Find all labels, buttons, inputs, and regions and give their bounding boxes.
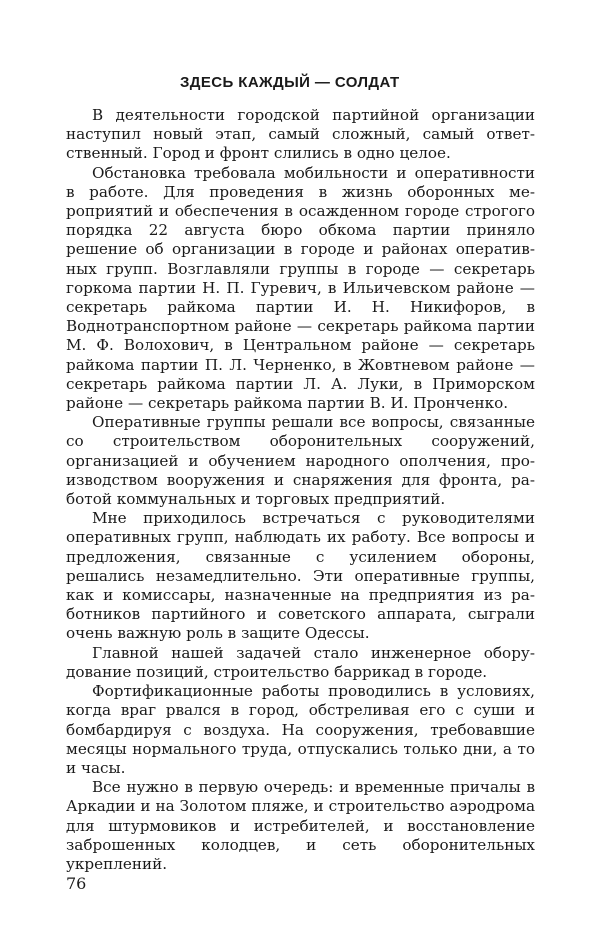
chapter-heading: ЗДЕСЬ КАЖДЫЙ — СОЛДАТ xyxy=(180,74,400,91)
paragraph-3: Оперативные группы решали все вопросы, связанные со строительством оборонительных сооружений, организацией и обучением народного ополчения, производством вооружения и снаряжения для фронта, работой коммунальных и торговых предприятий. xyxy=(66,413,535,509)
paragraph-6: Фортификационные работы проводились в условиях, когда враг рвался в город, обстреливая его с суши и бомбардируя с воздуха. На сооружения, требовавшие месяцы нормального труда, отпускались только дни, а то и часы. xyxy=(66,682,535,777)
paragraph-4: Мне приходилось встречаться с руководителями оперативных групп, наблюдать их работу. Все вопросы и предложения, связанные с усилением обороны, решались незамедлительно. Эти оперативные группы, как и комиссары, назначенные на предприятия из работников партийного и советского аппарата, сыграли очень важную роль в защите Одессы. xyxy=(66,509,535,643)
paragraph-2: Обстановка требовала мобильности и оперативности в работе. Для проведения в жизнь оборонных мероприятий и обеспечения в осажденном городе строгого порядка 22 августа бюро обкома партии приняло решение об организации в городе и районах оперативных групп. Возглавляли группы в городе — секретарь горкома партии Н. П. Гуревич, в Ильичевском районе — секретарь райкома партии И. Н. Никифоров, в Воднотранспортном районе — секретарь райкома партии М. Ф. Волохович, в Центральном районе — секретарь райкома партии П. Л. Черненко, в Жовтневом районе — секретарь райкома партии Л. А. Луки, в Приморском районе — секретарь райкома партии В. И. Пронченко. xyxy=(66,163,535,413)
paragraph-1: В деятельности городской партийной организации наступил новый этап, самый сложный, самый ответственный. Город и фронт слились в одно целое. xyxy=(66,106,535,163)
paragraph-5: Главной нашей задачей стало инженерное оборудование позиций, строительство баррикад в городе. xyxy=(66,643,535,681)
page-number: 76 xyxy=(66,874,87,893)
body-text xyxy=(66,106,535,874)
paragraph-7: Все нужно в первую очередь: и временные причалы в Аркадии и на Золотом пляже, и строительство аэродрома для штурмовиков и истребителей, и восстановление заброшенных колодцев, и сеть оборонительных укреплений. xyxy=(66,778,535,873)
